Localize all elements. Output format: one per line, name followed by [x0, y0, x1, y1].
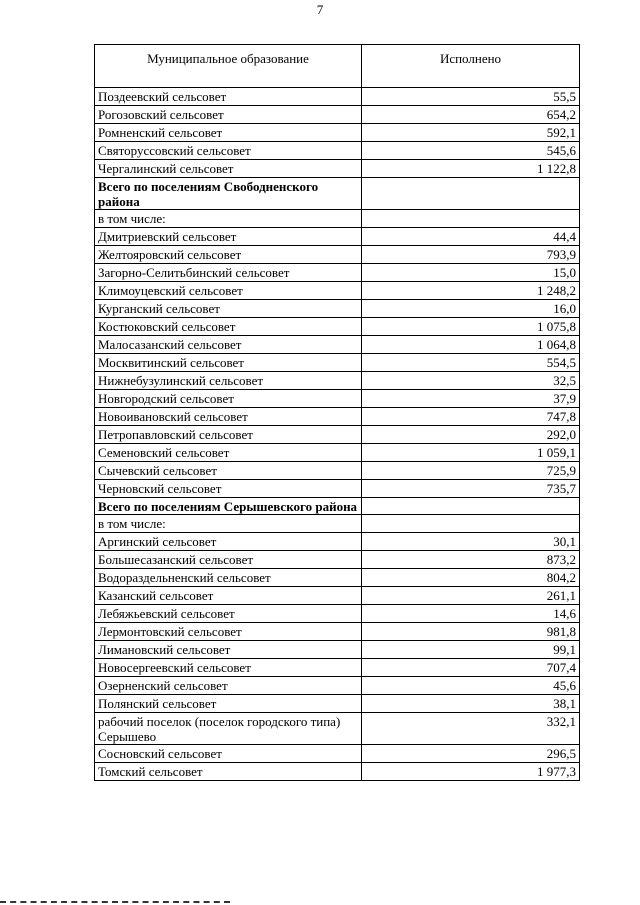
- municipality-name: Желтояровский сельсовет: [95, 246, 362, 264]
- executed-value: 332,1: [362, 713, 580, 745]
- municipality-name: Малосазанский сельсовет: [95, 336, 362, 354]
- table-row: [95, 246, 580, 264]
- municipality-name: в том числе:: [95, 210, 362, 228]
- table-row: [95, 462, 580, 480]
- header-executed: Исполнено: [362, 45, 580, 88]
- executed-value: [362, 498, 580, 515]
- municipality-name: Томский сельсовет: [95, 763, 362, 781]
- municipality-name: Всего по поселениям Свободненского района: [95, 178, 362, 210]
- municipality-name: Ромненский сельсовет: [95, 124, 362, 142]
- table-row: [95, 659, 580, 677]
- table-row: [95, 390, 580, 408]
- municipality-name: Водораздельненский сельсовет: [95, 569, 362, 587]
- executed-value: 554,5: [362, 354, 580, 372]
- municipality-name: в том числе:: [95, 515, 362, 533]
- executed-value: 735,7: [362, 480, 580, 498]
- municipality-name: Сосновский сельсовет: [95, 745, 362, 763]
- table-row: [95, 228, 580, 246]
- municipality-name: Дмитриевский сельсовет: [95, 228, 362, 246]
- budget-execution-table: [94, 44, 580, 781]
- municipality-name: Москвитинский сельсовет: [95, 354, 362, 372]
- executed-value: 873,2: [362, 551, 580, 569]
- table-row: [95, 623, 580, 641]
- municipality-name: Климоуцевский сельсовет: [95, 282, 362, 300]
- executed-value: 38,1: [362, 695, 580, 713]
- municipality-name: Нижнебузулинский сельсовет: [95, 372, 362, 390]
- executed-value: 545,6: [362, 142, 580, 160]
- executed-value: [362, 178, 580, 210]
- executed-value: 37,9: [362, 390, 580, 408]
- municipality-name: Аргинский сельсовет: [95, 533, 362, 551]
- table-row: [95, 551, 580, 569]
- table-row: [95, 88, 580, 106]
- executed-value: 1 977,3: [362, 763, 580, 781]
- municipality-name: Новоивановский сельсовет: [95, 408, 362, 426]
- table-row: [95, 569, 580, 587]
- executed-value: 804,2: [362, 569, 580, 587]
- table-row: [95, 106, 580, 124]
- table-row: [95, 695, 580, 713]
- scan-edge-marks: [0, 901, 230, 903]
- executed-value: 16,0: [362, 300, 580, 318]
- executed-value: 654,2: [362, 106, 580, 124]
- executed-value: 261,1: [362, 587, 580, 605]
- municipality-name: Казанский сельсовет: [95, 587, 362, 605]
- table-row: [95, 587, 580, 605]
- municipality-name: Новосергеевский сельсовет: [95, 659, 362, 677]
- executed-value: 1 059,1: [362, 444, 580, 462]
- municipality-name: Озерненский сельсовет: [95, 677, 362, 695]
- municipality-name: Загорно-Селитьбинский сельсовет: [95, 264, 362, 282]
- municipality-name: Лимановский сельсовет: [95, 641, 362, 659]
- executed-value: 1 064,8: [362, 336, 580, 354]
- municipality-name: рабочий поселок (поселок городского типа) Серышево: [95, 713, 362, 745]
- table-row: [95, 763, 580, 781]
- municipality-name: Черновский сельсовет: [95, 480, 362, 498]
- table-row: [95, 713, 580, 745]
- municipality-name: Поздеевский сельсовет: [95, 88, 362, 106]
- municipality-name: Святоруссовский сельсовет: [95, 142, 362, 160]
- table-total-row: [95, 498, 580, 515]
- municipality-name: Большесазанский сельсовет: [95, 551, 362, 569]
- executed-value: 707,4: [362, 659, 580, 677]
- table-row: [95, 318, 580, 336]
- table-row: [95, 408, 580, 426]
- table-row: [95, 745, 580, 763]
- executed-value: 45,6: [362, 677, 580, 695]
- table-row: [95, 124, 580, 142]
- table-row: [95, 300, 580, 318]
- municipality-name: Петропавловский сельсовет: [95, 426, 362, 444]
- executed-value: 1 248,2: [362, 282, 580, 300]
- municipality-name: Всего по поселениям Серышевского района: [95, 498, 362, 515]
- table-row: [95, 142, 580, 160]
- executed-value: [362, 210, 580, 228]
- table-row: [95, 480, 580, 498]
- municipality-name: Сычевский сельсовет: [95, 462, 362, 480]
- table-row: [95, 372, 580, 390]
- executed-value: 1 075,8: [362, 318, 580, 336]
- page-number: 7: [316, 2, 324, 17]
- table-total-row: [95, 178, 580, 210]
- table-row: [95, 677, 580, 695]
- table-row: [95, 533, 580, 551]
- table-row: [95, 210, 580, 228]
- table-row: [95, 641, 580, 659]
- municipality-name: Костюковский сельсовет: [95, 318, 362, 336]
- executed-value: 55,5: [362, 88, 580, 106]
- executed-value: 44,4: [362, 228, 580, 246]
- executed-value: 747,8: [362, 408, 580, 426]
- executed-value: 296,5: [362, 745, 580, 763]
- executed-value: 793,9: [362, 246, 580, 264]
- executed-value: 30,1: [362, 533, 580, 551]
- municipality-name: Курганский сельсовет: [95, 300, 362, 318]
- executed-value: 981,8: [362, 623, 580, 641]
- executed-value: 592,1: [362, 124, 580, 142]
- executed-value: 1 122,8: [362, 160, 580, 178]
- executed-value: 14,6: [362, 605, 580, 623]
- table-row: [95, 282, 580, 300]
- executed-value: [362, 515, 580, 533]
- executed-value: 725,9: [362, 462, 580, 480]
- table-row: [95, 354, 580, 372]
- executed-value: 15,0: [362, 264, 580, 282]
- executed-value: 32,5: [362, 372, 580, 390]
- table-row: [95, 605, 580, 623]
- executed-value: 292,0: [362, 426, 580, 444]
- municipality-name: Рогозовский сельсовет: [95, 106, 362, 124]
- table-row: [95, 444, 580, 462]
- table-row: [95, 264, 580, 282]
- table-row: [95, 160, 580, 178]
- municipality-name: Полянский сельсовет: [95, 695, 362, 713]
- header-municipality: Муниципальное образование: [95, 45, 362, 88]
- municipality-name: Новгородский сельсовет: [95, 390, 362, 408]
- municipality-name: Лермонтовский сельсовет: [95, 623, 362, 641]
- table-body: [95, 45, 580, 781]
- executed-value: 99,1: [362, 641, 580, 659]
- table-row: [95, 336, 580, 354]
- municipality-name: Чергалинский сельсовет: [95, 160, 362, 178]
- municipality-name: Лебяжьевский сельсовет: [95, 605, 362, 623]
- table-header-row: [95, 45, 580, 88]
- table-row: [95, 515, 580, 533]
- table-row: [95, 426, 580, 444]
- municipality-name: Семеновский сельсовет: [95, 444, 362, 462]
